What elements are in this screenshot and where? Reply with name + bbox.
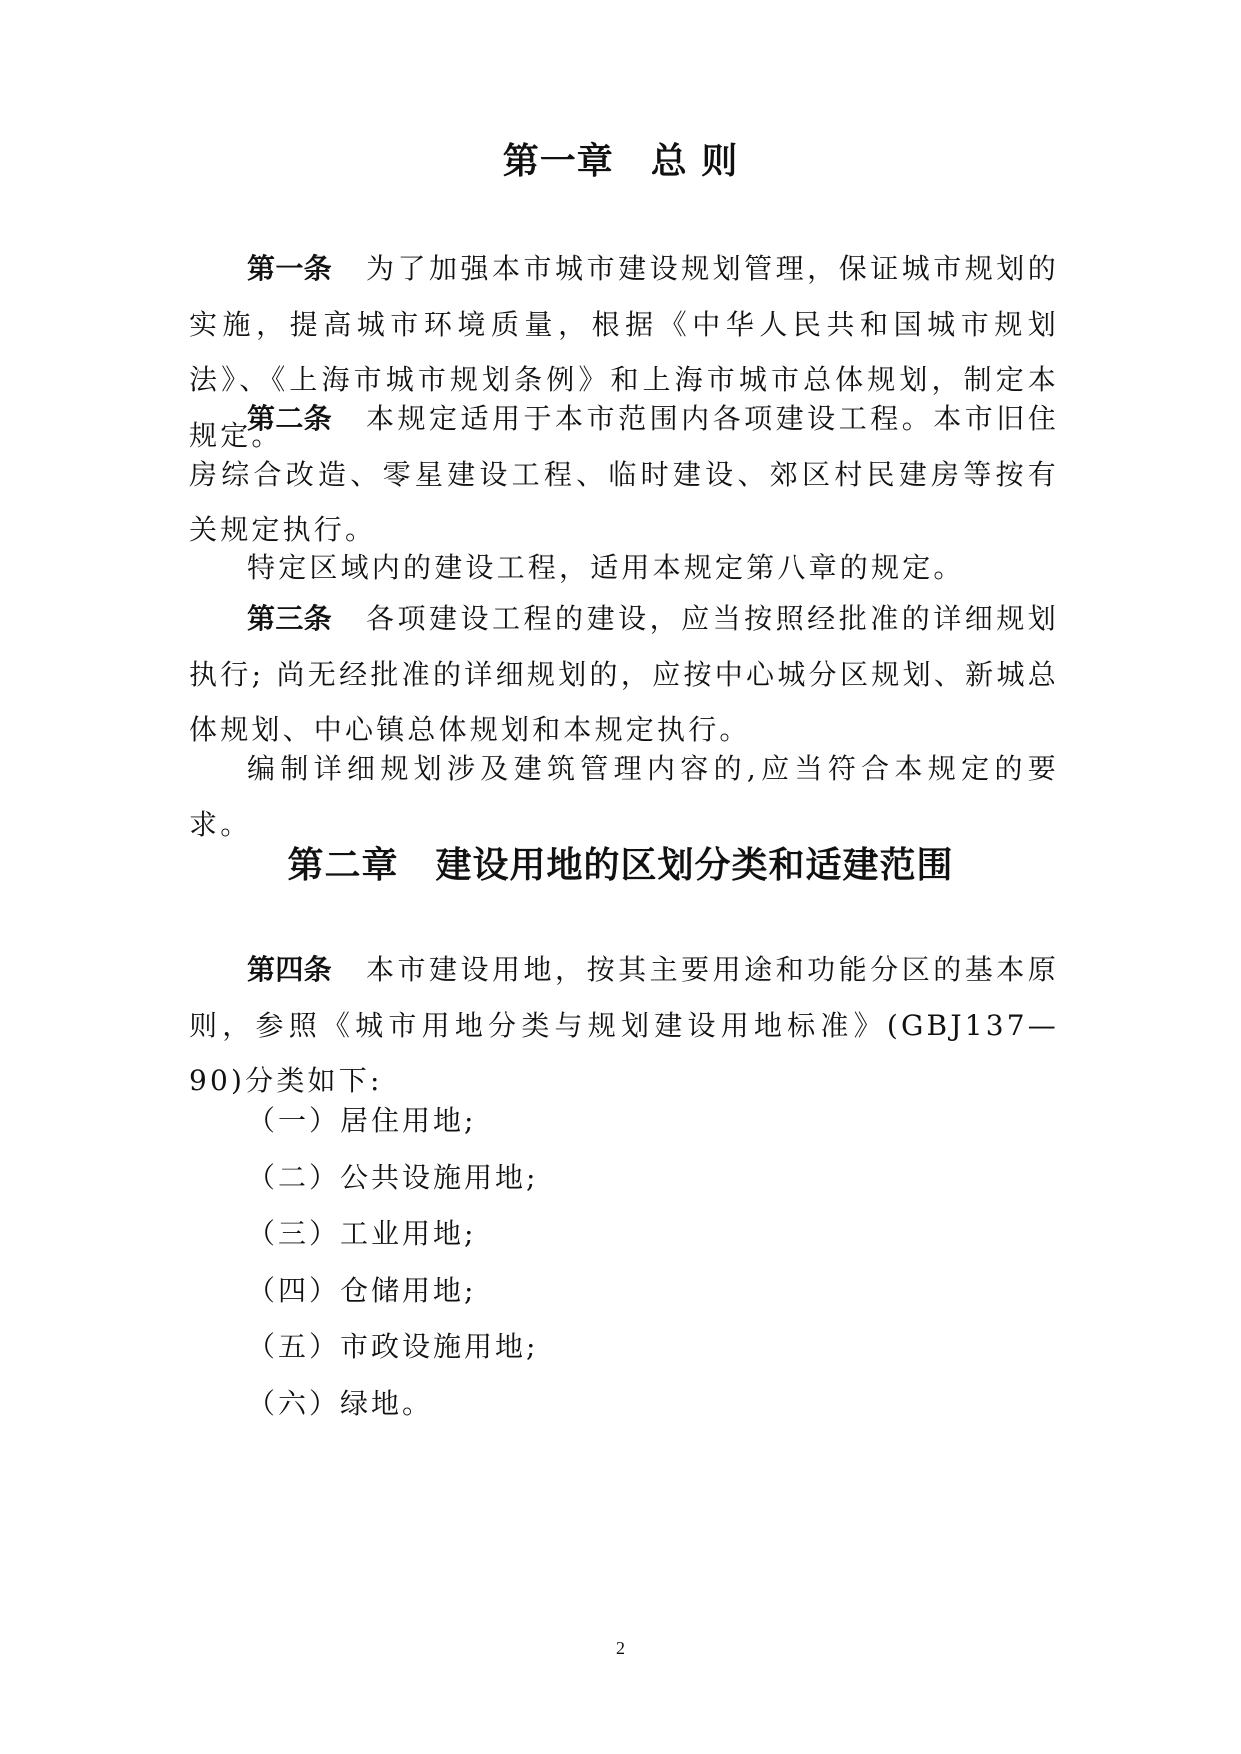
- page-number: 2: [616, 1638, 625, 1658]
- article-2: [189, 391, 1059, 558]
- chapter-1-title: 第一章 总 则: [502, 141, 739, 182]
- land-use-category-list: [247, 1093, 1047, 1432]
- list-item: （二）公共设施用地;: [247, 1160, 539, 1194]
- list-item: （五）市政设施用地;: [247, 1330, 539, 1363]
- list-item: （六）绿地。: [247, 1386, 434, 1420]
- article-2-label: 第二条: [247, 402, 332, 435]
- article-4: [189, 942, 1059, 1109]
- article-4-label: 第四条: [247, 953, 332, 986]
- list-item: （一）居住用地;: [247, 1104, 477, 1137]
- article-3-paragraph-2: 编制详细规划涉及建筑管理内容的,应当符合本规定的要求。: [189, 752, 1059, 841]
- article-2-text: 本规定适用于本市范围内各项建设工程。本市旧住房综合改造、零星建设工程、临时建设、郊区村民建房等按有关规定执行。: [189, 402, 1059, 546]
- article-1-text: 为了加强本市城市建设规划管理，保证城市规划的实施，提高城市环境质量，根据《中华人民共和国城市规划法》、《上海市城市规划条例》和上海市城市总体规划，制定本规定。: [189, 252, 1059, 452]
- article-2-paragraph-2: 特定区域内的建设工程，适用本规定第八章的规定。: [247, 551, 965, 584]
- article-4-text: 本市建设用地，按其主要用途和功能分区的基本原则，参照《城市用地分类与规划建设用地标准》(GBJ137—90)分类如下:: [189, 953, 1059, 1097]
- article-1-label: 第一条: [247, 252, 332, 285]
- article-3: [189, 591, 1059, 758]
- article-3-text: 各项建设工程的建设，应当按照经批准的详细规划执行; 尚无经批准的详细规划的，应按中心城分区规划、新城总体规划、中心镇总体规划和本规定执行。: [189, 602, 1059, 746]
- list-item: （四）仓储用地;: [247, 1273, 477, 1307]
- article-3-label: 第三条: [247, 602, 332, 635]
- chapter-2-title: 第二章 建设用地的区划分类和适建范围: [287, 845, 954, 886]
- list-item: （三）工业用地;: [247, 1217, 477, 1250]
